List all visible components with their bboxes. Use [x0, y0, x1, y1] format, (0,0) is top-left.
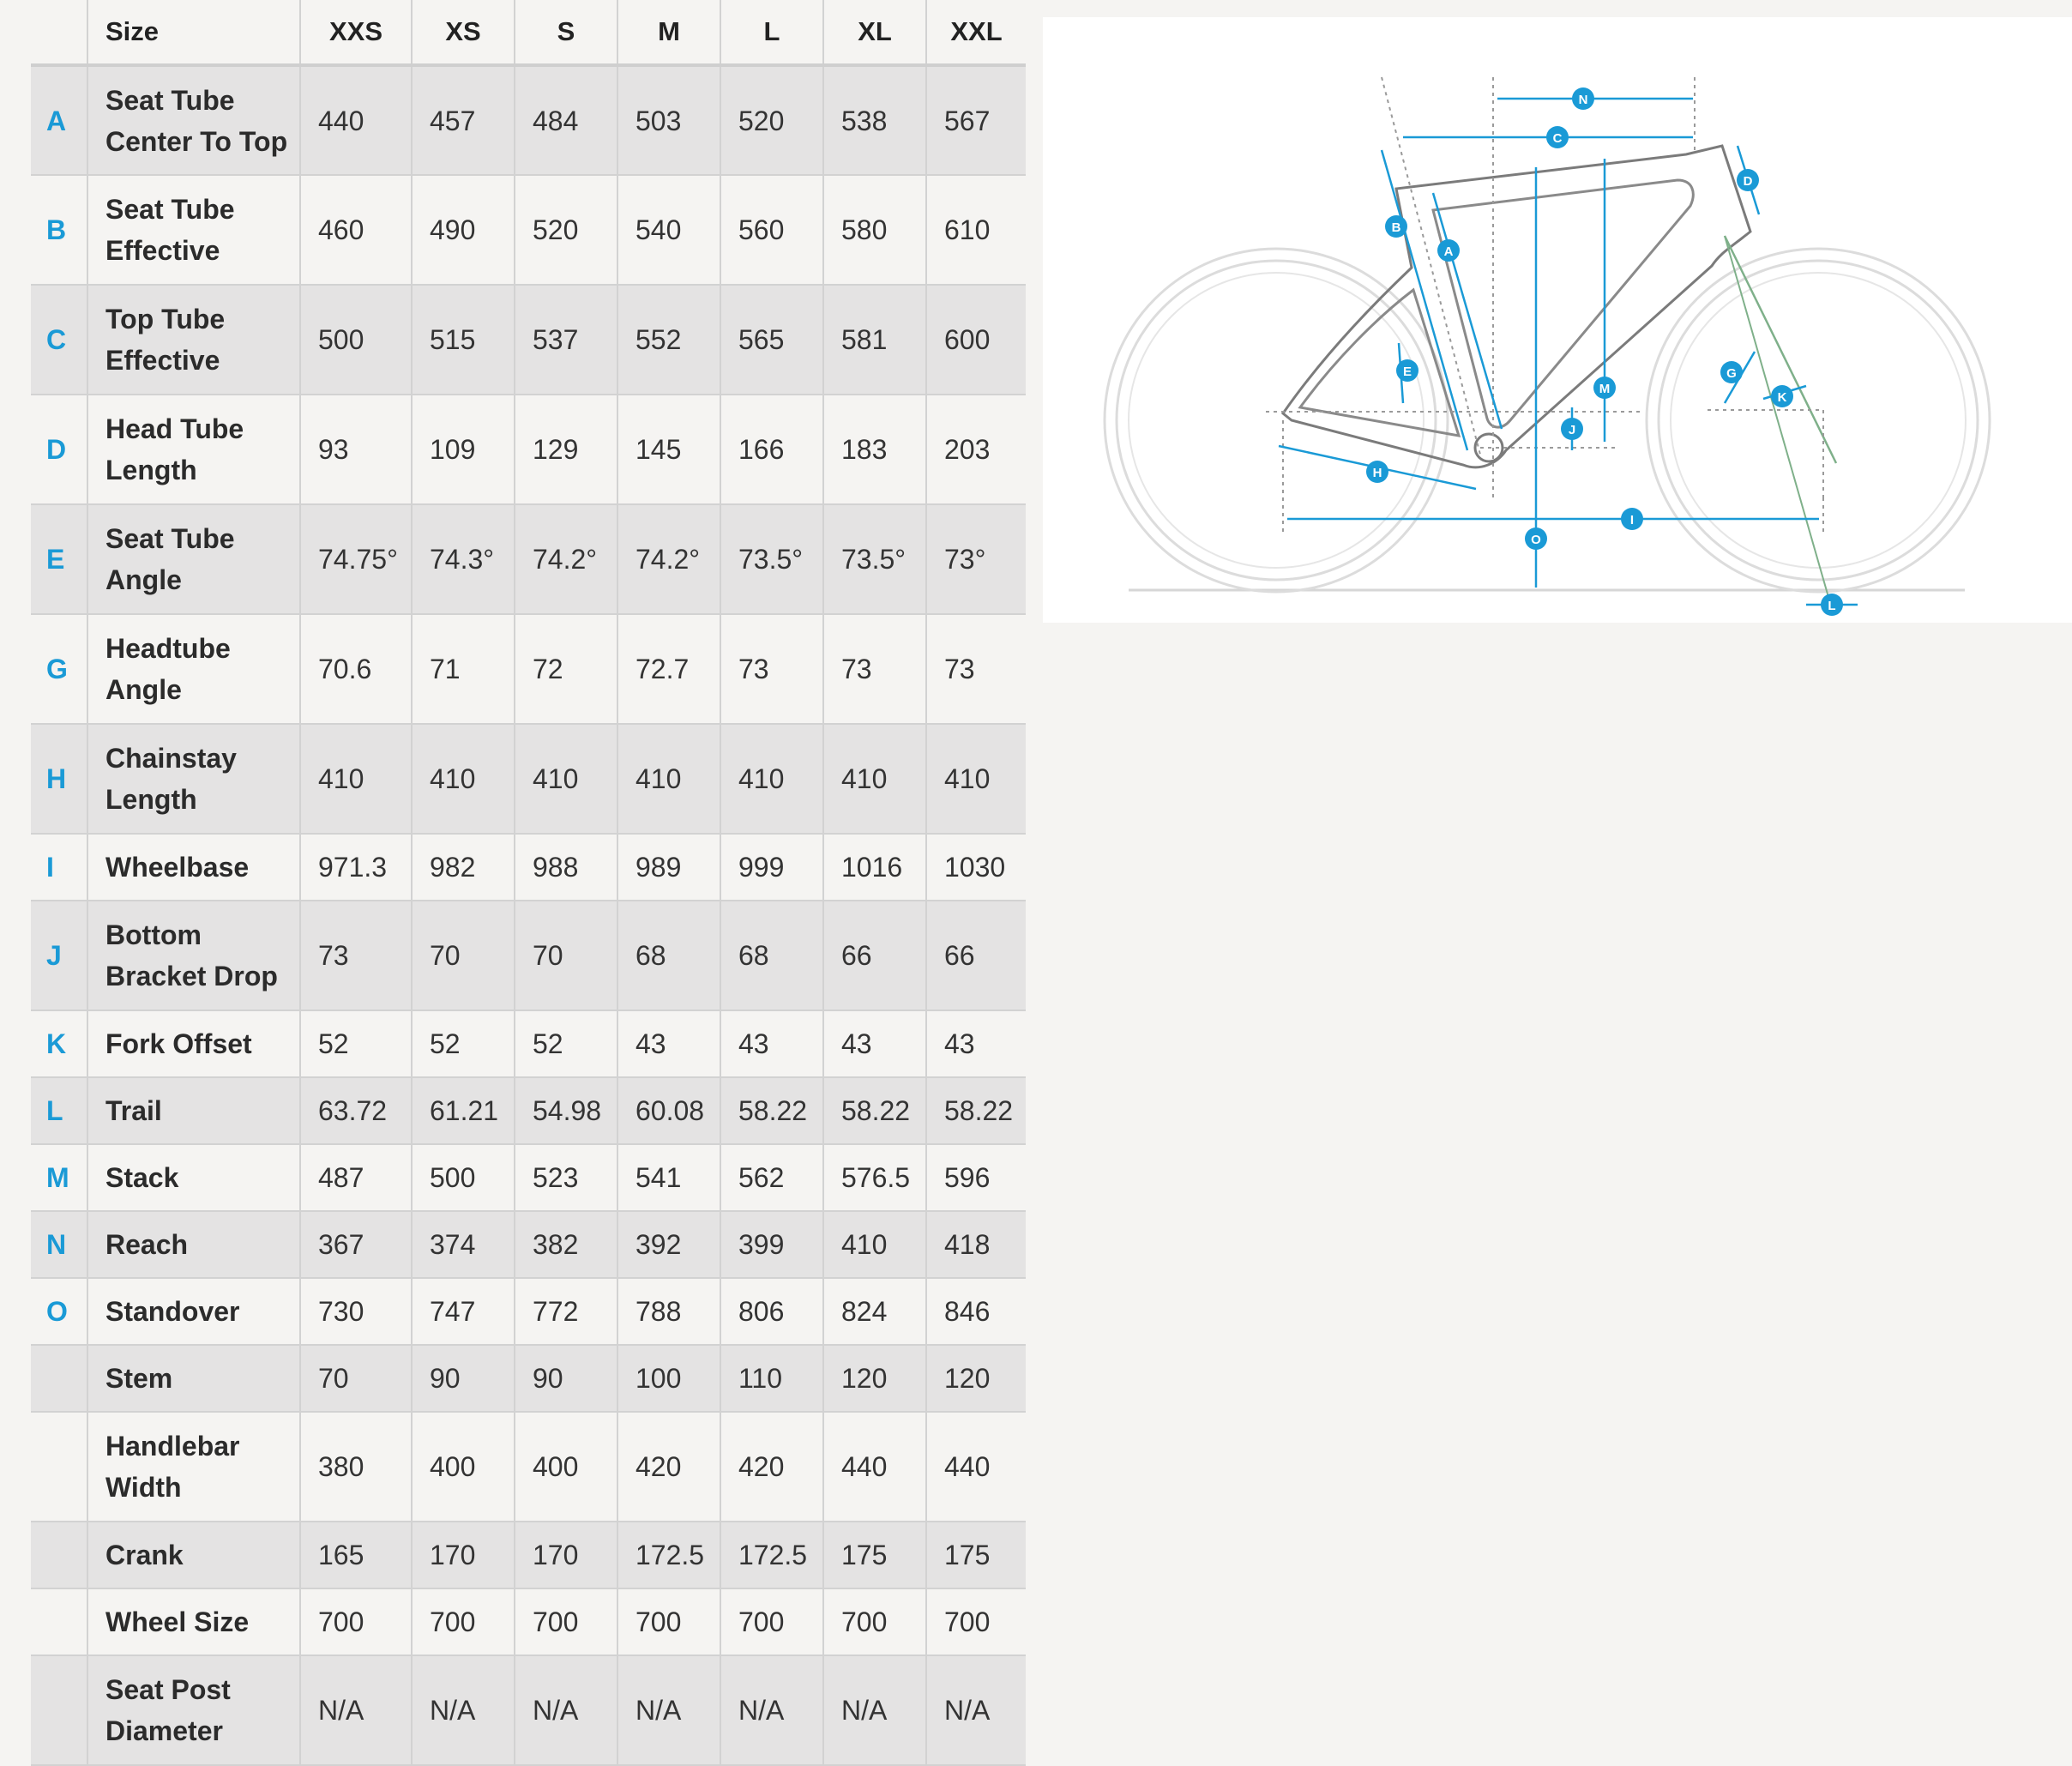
- row-value: 410: [823, 1211, 926, 1278]
- svg-text:D: D: [1743, 174, 1753, 189]
- row-value: 110: [720, 1345, 823, 1412]
- row-value: 700: [617, 1588, 720, 1655]
- frame-inner: [1433, 180, 1693, 427]
- marker-n: [1572, 87, 1594, 110]
- marker-k: [1771, 385, 1793, 407]
- table-row: [31, 1412, 1026, 1522]
- row-label: Headtube Angle: [87, 614, 300, 724]
- svg-text:C: C: [1552, 131, 1563, 146]
- row-value: 500: [412, 1144, 515, 1211]
- table-row: [31, 1211, 1026, 1278]
- row-value: 487: [300, 1144, 412, 1211]
- row-label: Trail: [87, 1077, 300, 1144]
- row-value: 971.3: [300, 834, 412, 901]
- row-value: 63.72: [300, 1077, 412, 1144]
- row-value: 700: [412, 1588, 515, 1655]
- row-value: 440: [926, 1412, 1026, 1522]
- row-value: 581: [823, 285, 926, 395]
- row-label: Reach: [87, 1211, 300, 1278]
- row-value: 520: [515, 175, 617, 285]
- row-label: Stem: [87, 1345, 300, 1412]
- row-value: 700: [926, 1588, 1026, 1655]
- row-letter: G: [31, 614, 87, 724]
- row-value: 490: [412, 175, 515, 285]
- row-value: 52: [515, 1010, 617, 1077]
- row-value: 109: [412, 395, 515, 504]
- row-value: 999: [720, 834, 823, 901]
- row-value: 460: [300, 175, 412, 285]
- row-value: 60.08: [617, 1077, 720, 1144]
- row-value: 120: [823, 1345, 926, 1412]
- marker-a: [1437, 239, 1460, 262]
- row-label: Standover: [87, 1278, 300, 1345]
- marker-c: [1546, 126, 1569, 148]
- table-row: [31, 65, 1026, 175]
- reference-lines: [1266, 77, 1823, 532]
- row-value: 520: [720, 65, 823, 175]
- row-value: 440: [300, 65, 412, 175]
- table-row: [31, 1345, 1026, 1412]
- svg-text:J: J: [1568, 423, 1576, 437]
- row-letter: [31, 1655, 87, 1765]
- row-value: 788: [617, 1278, 720, 1345]
- row-value: 170: [412, 1522, 515, 1588]
- row-value: 73.5°: [823, 504, 926, 614]
- row-value: 420: [720, 1412, 823, 1522]
- row-value: 596: [926, 1144, 1026, 1211]
- row-letter: A: [31, 65, 87, 175]
- row-letter: C: [31, 285, 87, 395]
- marker-g: [1720, 361, 1743, 383]
- row-value: 374: [412, 1211, 515, 1278]
- row-value: 1030: [926, 834, 1026, 901]
- marker-d: [1737, 169, 1759, 191]
- marker-e: [1396, 359, 1418, 382]
- table-body: [31, 65, 1026, 1765]
- svg-text:N: N: [1578, 93, 1588, 107]
- row-value: 700: [823, 1588, 926, 1655]
- svg-text:B: B: [1391, 220, 1401, 235]
- row-letter: J: [31, 901, 87, 1010]
- header-size-s: S: [515, 0, 617, 65]
- row-value: 747: [412, 1278, 515, 1345]
- row-letter: N: [31, 1211, 87, 1278]
- header-size-xxl: XXL: [926, 0, 1026, 65]
- row-value: 410: [617, 724, 720, 834]
- row-value: 503: [617, 65, 720, 175]
- row-value: 989: [617, 834, 720, 901]
- row-value: 58.22: [720, 1077, 823, 1144]
- marker-m: [1593, 377, 1616, 399]
- row-value: 730: [300, 1278, 412, 1345]
- row-value: 410: [300, 724, 412, 834]
- table-row: [31, 901, 1026, 1010]
- row-value: 600: [926, 285, 1026, 395]
- rear-wheel: [1105, 249, 1448, 592]
- row-value: 567: [926, 65, 1026, 175]
- row-value: 43: [720, 1010, 823, 1077]
- svg-text:H: H: [1372, 466, 1382, 480]
- row-value: 166: [720, 395, 823, 504]
- header-letter-cell: [31, 0, 87, 65]
- row-value: 400: [412, 1412, 515, 1522]
- row-value: 61.21: [412, 1077, 515, 1144]
- row-value: 457: [412, 65, 515, 175]
- row-value: 410: [515, 724, 617, 834]
- row-value: 183: [823, 395, 926, 504]
- svg-text:I: I: [1629, 513, 1635, 527]
- row-value: 420: [617, 1412, 720, 1522]
- marker-h: [1366, 461, 1388, 483]
- row-value: N/A: [720, 1655, 823, 1765]
- row-value: 74.2°: [515, 504, 617, 614]
- header-size-xxs: XXS: [300, 0, 412, 65]
- row-label: Seat Tube Angle: [87, 504, 300, 614]
- row-value: 552: [617, 285, 720, 395]
- row-value: 367: [300, 1211, 412, 1278]
- table-row: [31, 1522, 1026, 1588]
- row-value: 90: [515, 1345, 617, 1412]
- row-value: 68: [720, 901, 823, 1010]
- table-row: [31, 175, 1026, 285]
- row-value: 410: [412, 724, 515, 834]
- svg-text:M: M: [1599, 382, 1611, 396]
- table-row: [31, 1010, 1026, 1077]
- row-value: 73: [300, 901, 412, 1010]
- row-label: Crank: [87, 1522, 300, 1588]
- header-size-m: M: [617, 0, 720, 65]
- row-value: 537: [515, 285, 617, 395]
- row-value: 523: [515, 1144, 617, 1211]
- row-value: 70.6: [300, 614, 412, 724]
- marker-j: [1561, 418, 1583, 440]
- row-letter: I: [31, 834, 87, 901]
- row-value: 70: [515, 901, 617, 1010]
- table-row: [31, 724, 1026, 834]
- marker-b: [1385, 215, 1407, 238]
- row-value: 74.75°: [300, 504, 412, 614]
- row-value: N/A: [617, 1655, 720, 1765]
- row-value: 418: [926, 1211, 1026, 1278]
- header-size-l: L: [720, 0, 823, 65]
- geometry-diagram: [1043, 17, 2072, 623]
- row-value: 52: [412, 1010, 515, 1077]
- row-value: 100: [617, 1345, 720, 1412]
- marker-o: [1525, 527, 1547, 550]
- row-value: 73°: [926, 504, 1026, 614]
- row-value: 382: [515, 1211, 617, 1278]
- row-value: 71: [412, 614, 515, 724]
- row-label: Fork Offset: [87, 1010, 300, 1077]
- row-value: 58.22: [823, 1077, 926, 1144]
- row-value: N/A: [300, 1655, 412, 1765]
- row-value: 68: [617, 901, 720, 1010]
- row-value: 565: [720, 285, 823, 395]
- geometry-table: [31, 0, 1026, 1766]
- row-value: 700: [720, 1588, 823, 1655]
- row-value: 399: [720, 1211, 823, 1278]
- row-value: N/A: [412, 1655, 515, 1765]
- row-value: 70: [300, 1345, 412, 1412]
- row-value: 93: [300, 395, 412, 504]
- row-letter: B: [31, 175, 87, 285]
- row-label: Chainstay Length: [87, 724, 300, 834]
- row-value: 73.5°: [720, 504, 823, 614]
- row-value: 203: [926, 395, 1026, 504]
- marker-l: [1821, 594, 1843, 616]
- row-value: 66: [926, 901, 1026, 1010]
- row-value: 74.3°: [412, 504, 515, 614]
- row-value: 846: [926, 1278, 1026, 1345]
- row-value: 66: [823, 901, 926, 1010]
- row-value: 165: [300, 1522, 412, 1588]
- table-row: [31, 1144, 1026, 1211]
- row-letter: D: [31, 395, 87, 504]
- table-row: [31, 614, 1026, 724]
- row-value: 484: [515, 65, 617, 175]
- row-value: 515: [412, 285, 515, 395]
- row-value: 576.5: [823, 1144, 926, 1211]
- marker-i: [1621, 508, 1643, 530]
- svg-text:E: E: [1402, 365, 1412, 379]
- row-value: 145: [617, 395, 720, 504]
- row-label: Seat Tube Effective: [87, 175, 300, 285]
- row-value: 560: [720, 175, 823, 285]
- row-value: 806: [720, 1278, 823, 1345]
- row-value: 540: [617, 175, 720, 285]
- table-row: [31, 1588, 1026, 1655]
- row-label: Stack: [87, 1144, 300, 1211]
- row-value: 74.2°: [617, 504, 720, 614]
- row-value: 410: [926, 724, 1026, 834]
- row-value: 172.5: [720, 1522, 823, 1588]
- row-value: 170: [515, 1522, 617, 1588]
- row-label: Wheel Size: [87, 1588, 300, 1655]
- row-label: Head Tube Length: [87, 395, 300, 504]
- row-label: Top Tube Effective: [87, 285, 300, 395]
- row-value: 700: [515, 1588, 617, 1655]
- row-value: 562: [720, 1144, 823, 1211]
- row-value: 440: [823, 1412, 926, 1522]
- row-value: 410: [823, 724, 926, 834]
- row-value: 610: [926, 175, 1026, 285]
- row-value: 90: [412, 1345, 515, 1412]
- svg-text:O: O: [1531, 533, 1541, 547]
- row-value: 43: [617, 1010, 720, 1077]
- svg-text:G: G: [1726, 366, 1737, 381]
- row-letter: [31, 1522, 87, 1588]
- row-label: Wheelbase: [87, 834, 300, 901]
- row-value: 1016: [823, 834, 926, 901]
- frame-outline: [1283, 146, 1750, 467]
- row-value: 58.22: [926, 1077, 1026, 1144]
- header-size-xs: XS: [412, 0, 515, 65]
- row-value: 72: [515, 614, 617, 724]
- row-letter: [31, 1588, 87, 1655]
- row-value: 175: [926, 1522, 1026, 1588]
- front-wheel: [1647, 249, 1990, 592]
- bike-frame-diagram: [1043, 17, 2072, 623]
- row-value: 380: [300, 1412, 412, 1522]
- row-value: 410: [720, 724, 823, 834]
- table-header-row: [31, 0, 1026, 65]
- row-value: 54.98: [515, 1077, 617, 1144]
- row-value: 580: [823, 175, 926, 285]
- row-value: 988: [515, 834, 617, 901]
- row-value: 175: [823, 1522, 926, 1588]
- row-letter: H: [31, 724, 87, 834]
- row-letter: O: [31, 1278, 87, 1345]
- row-letter: [31, 1412, 87, 1522]
- row-value: N/A: [926, 1655, 1026, 1765]
- row-letter: M: [31, 1144, 87, 1211]
- table-row: [31, 395, 1026, 504]
- row-value: 500: [300, 285, 412, 395]
- row-value: 541: [617, 1144, 720, 1211]
- table-row: [31, 1655, 1026, 1765]
- row-label: Handlebar Width: [87, 1412, 300, 1522]
- row-value: N/A: [515, 1655, 617, 1765]
- header-size-xl: XL: [823, 0, 926, 65]
- row-letter: L: [31, 1077, 87, 1144]
- svg-text:A: A: [1443, 244, 1454, 259]
- row-value: 400: [515, 1412, 617, 1522]
- row-value: 824: [823, 1278, 926, 1345]
- row-label: Seat Tube Center To Top: [87, 65, 300, 175]
- row-letter: K: [31, 1010, 87, 1077]
- row-letter: [31, 1345, 87, 1412]
- svg-text:K: K: [1777, 390, 1787, 405]
- row-value: 43: [926, 1010, 1026, 1077]
- table-row: [31, 285, 1026, 395]
- row-value: 700: [300, 1588, 412, 1655]
- row-value: 73: [823, 614, 926, 724]
- row-letter: E: [31, 504, 87, 614]
- table-row: [31, 834, 1026, 901]
- row-label: Seat Post Diameter: [87, 1655, 300, 1765]
- row-value: 392: [617, 1211, 720, 1278]
- svg-text:L: L: [1828, 599, 1836, 613]
- row-label: Bottom Bracket Drop: [87, 901, 300, 1010]
- row-value: 43: [823, 1010, 926, 1077]
- row-value: 72.7: [617, 614, 720, 724]
- row-value: 538: [823, 65, 926, 175]
- table-row: [31, 1077, 1026, 1144]
- row-value: 172.5: [617, 1522, 720, 1588]
- row-value: 70: [412, 901, 515, 1010]
- row-value: 73: [720, 614, 823, 724]
- row-value: 129: [515, 395, 617, 504]
- row-value: N/A: [823, 1655, 926, 1765]
- row-value: 120: [926, 1345, 1026, 1412]
- table-row: [31, 504, 1026, 614]
- row-value: 52: [300, 1010, 412, 1077]
- row-value: 982: [412, 834, 515, 901]
- row-value: 73: [926, 614, 1026, 724]
- table-row: [31, 1278, 1026, 1345]
- row-value: 772: [515, 1278, 617, 1345]
- header-size-label: Size: [87, 0, 300, 65]
